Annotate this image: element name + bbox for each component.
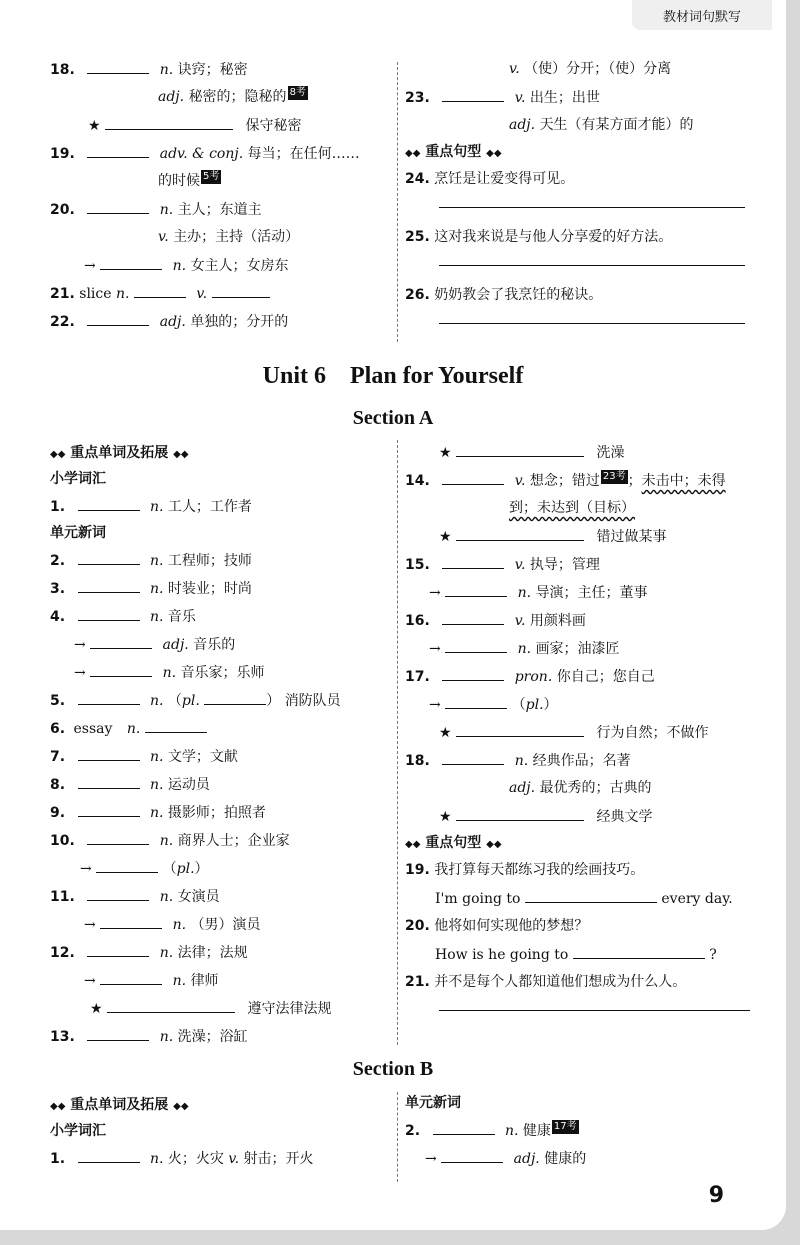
answer-blank[interactable] (442, 466, 504, 485)
entry-a5: 5. n. （pl. ） 消防队员 (50, 686, 395, 714)
section-b-right-column (405, 1090, 750, 1172)
page-number: 9 (708, 1183, 724, 1208)
arrow-icon: → (429, 697, 441, 713)
wavy-underlined-text: 未击中；未得 (641, 473, 726, 489)
entry-20-verb: v. 主办；主持（活动） (158, 229, 300, 245)
entry-a7: 7. n. 文学；文献 (50, 742, 395, 770)
arrow-icon: → (84, 917, 96, 933)
entry-b1: 1. n. 火；火灾 v. 射击；开火 (50, 1144, 395, 1172)
section-b-title: Section B (352, 1058, 434, 1080)
sentences-heading: ◆◆ 重点句型 ◆◆ (405, 144, 502, 160)
arrow-icon: → (425, 1151, 437, 1167)
answer-blank[interactable] (573, 940, 705, 959)
new-words-heading: 单元新词 (405, 1095, 461, 1111)
entry-a4: 4. n. 音乐 (50, 602, 395, 630)
entry-18: 18. n. 诀窍；秘密 (50, 55, 395, 83)
answer-blank[interactable] (204, 686, 266, 705)
words-heading: ◆◆ 重点单词及拓展 ◆◆ (50, 445, 189, 461)
entry-18-phrase: ★ 保守秘密 (50, 111, 395, 139)
entry-20: 20. n. 主人；东道主 (50, 195, 395, 223)
entry-a16-noun: → n. 画家；油漆匠 (405, 634, 750, 662)
answer-blank[interactable] (442, 83, 504, 102)
answer-blank[interactable] (87, 882, 149, 901)
answer-blank[interactable] (442, 550, 504, 569)
answer-blank[interactable] (105, 111, 233, 130)
entry-23-adj: adj. 天生（有某方面才能）的 (509, 117, 694, 133)
entry-a4-adj: → adj. 音乐的 (50, 630, 395, 658)
answer-blank[interactable] (78, 742, 140, 761)
entry-19: 19. adv. & conj. 每当；在任何…… (50, 139, 395, 167)
answer-blank[interactable] (78, 798, 140, 817)
entry-a3: 3. n. 时装业；时尚 (50, 574, 395, 602)
entry-a9: 9. n. 摄影师；拍照者 (50, 798, 395, 826)
top-left-column (50, 55, 395, 335)
arrow-icon: → (74, 637, 86, 653)
entry-a14-phrase: ★ 错过做某事 (405, 522, 750, 550)
entry-20-derived: → n. 女主人；女房东 (50, 251, 395, 279)
top-right-column (405, 55, 745, 339)
entry-a15-noun: → n. 导演；主任；董事 (405, 578, 750, 606)
entry-a18: 18. n. 经典作品；名著 (405, 746, 750, 774)
answer-blank[interactable] (456, 438, 584, 457)
answer-line[interactable] (405, 996, 750, 1026)
entry-a11: 11. n. 女演员 (50, 882, 395, 910)
answer-blank[interactable] (433, 1116, 495, 1135)
entry-a10: 10. n. 商界人士；企业家 (50, 826, 395, 854)
answer-blank[interactable] (445, 690, 507, 709)
section-a-right-column (405, 438, 750, 1026)
book-tag: 教材词句默写 (632, 0, 772, 30)
sentence-24: 24. 烹饪是让爱变得可见。 (405, 171, 575, 187)
answer-blank[interactable] (212, 279, 270, 298)
primary-vocab-heading: 小学词汇 (50, 471, 106, 487)
column-divider (397, 440, 398, 1045)
answer-blank[interactable] (525, 884, 657, 903)
entry-a14: 14. v. 想念；错过 23考 ；未击中；未得 (405, 466, 750, 494)
entry-18-adj: adj. 秘密的；隐秘的 8考 (158, 87, 306, 105)
entry-22: 22. adj. 单独的；分开的 (50, 307, 395, 335)
sentence-26: 26. 奶奶教会了我烹饪的秘诀。 (405, 287, 603, 303)
answer-blank[interactable] (87, 195, 149, 214)
wavy-underlined-text: 到；未达到（目标） (509, 500, 635, 516)
answer-blank[interactable] (442, 662, 504, 681)
entry-a13: 13. n. 洗澡；浴缸 (50, 1022, 395, 1050)
diamond-icon: ◆◆ (173, 1101, 189, 1112)
answer-blank[interactable] (456, 522, 584, 541)
diamond-icon: ◆◆ (486, 148, 502, 159)
arrow-icon: → (84, 258, 96, 274)
answer-blank[interactable] (100, 966, 162, 985)
answer-blank[interactable] (78, 546, 140, 565)
entry-a17-phrase: ★ 行为自然；不做作 (405, 718, 750, 746)
column-divider (397, 62, 398, 342)
entry-a1: 1. n. 工人；工作者 (50, 492, 395, 520)
arrow-icon: → (429, 585, 441, 601)
star-icon: ★ (439, 725, 452, 741)
answer-blank[interactable] (78, 770, 140, 789)
diamond-icon: ◆◆ (50, 449, 66, 460)
exam-count-badge: 17考 (553, 1121, 577, 1133)
answer-line[interactable] (405, 193, 745, 223)
section-a-left-column (50, 440, 395, 1050)
column-divider (397, 1092, 398, 1182)
answer-blank[interactable] (100, 251, 162, 270)
entry-a12-lawyer: → n. 律师 (50, 966, 395, 994)
exam-count-badge: 5考 (203, 171, 220, 183)
entry-a4-noun: → n. 音乐家；乐师 (50, 658, 395, 686)
entry-a6: 6. essay n. (50, 714, 395, 742)
entry-a17: 17. pron. 你自己；您自己 (405, 662, 750, 690)
star-icon: ★ (90, 1001, 103, 1017)
sentence-19: 19. 我打算每天都练习我的绘画技巧。 (405, 862, 645, 878)
answer-blank[interactable] (78, 492, 140, 511)
sentence-21: 21. 并不是每个人都知道他们想成为什么人。 (405, 974, 687, 990)
answer-blank[interactable] (87, 139, 149, 158)
answer-blank[interactable] (445, 634, 507, 653)
sentence-20: 20. 他将如何实现他的梦想？ (405, 918, 589, 934)
answer-blank[interactable] (445, 578, 507, 597)
new-words-heading: 单元新词 (50, 525, 106, 541)
star-icon: ★ (88, 118, 101, 134)
diamond-icon: ◆◆ (405, 148, 421, 159)
answer-blank[interactable] (107, 994, 235, 1013)
arrow-icon: → (429, 641, 441, 657)
sentence-25: 25. 这对我来说是与他人分享爱的好方法。 (405, 229, 673, 245)
entry-a13-phrase: ★ 洗澡 (405, 438, 750, 466)
answer-blank[interactable] (90, 658, 152, 677)
entry-a12: 12. n. 法律；法规 (50, 938, 395, 966)
answer-blank[interactable] (134, 279, 186, 298)
exam-count-badge: 8考 (289, 87, 306, 99)
answer-blank[interactable] (87, 826, 149, 845)
answer-blank[interactable] (78, 1144, 140, 1163)
star-icon: ★ (439, 529, 452, 545)
entry-a2: 2. n. 工程师；技师 (50, 546, 395, 574)
primary-vocab-heading: 小学词汇 (50, 1123, 106, 1139)
answer-blank[interactable] (78, 574, 140, 593)
entry-a10-plural: → （pl.） (50, 854, 395, 882)
entry-a18-adj: adj. 最优秀的；古典的 (509, 780, 652, 796)
entry-21: 21. slice n. v. (50, 279, 395, 307)
entry-a14-cont (405, 494, 750, 522)
diamond-icon: ◆◆ (173, 449, 189, 460)
entry-a15: 15. v. 执导；管理 (405, 550, 750, 578)
answer-blank[interactable] (90, 630, 152, 649)
arrow-icon: → (74, 665, 86, 681)
section-a-title: Section A (352, 407, 434, 429)
entry-a18-phrase: ★ 经典文学 (405, 802, 750, 830)
entry-23: 23. v. 出生；出世 (405, 83, 745, 111)
answer-line[interactable] (405, 309, 745, 339)
entry-b2-adj: → adj. 健康的 (405, 1144, 750, 1172)
words-heading: ◆◆ 重点单词及拓展 ◆◆ (50, 1097, 189, 1113)
answer-blank[interactable] (87, 307, 149, 326)
entry-b2: 2. n. 健康 17考 (405, 1116, 750, 1144)
unit-title: Unit 6 Plan for Yourself (262, 363, 524, 389)
answer-blank[interactable] (441, 1144, 503, 1163)
answer-blank[interactable] (145, 714, 207, 733)
exam-count-badge: 23考 (602, 471, 626, 483)
diamond-icon: ◆◆ (405, 839, 421, 850)
entry-a12-phrase: ★ 遵守法律法规 (50, 994, 395, 1022)
entry-a11-male: → n. （男）演员 (50, 910, 395, 938)
diamond-icon: ◆◆ (50, 1101, 66, 1112)
star-icon: ★ (439, 809, 452, 825)
entry-a8: 8. n. 运动员 (50, 770, 395, 798)
entry-a17-plural: → （pl.） (405, 690, 750, 718)
answer-line[interactable] (405, 251, 745, 281)
arrow-icon: → (84, 973, 96, 989)
answer-blank[interactable] (87, 1022, 149, 1041)
section-b-left-column (50, 1092, 395, 1172)
answer-blank[interactable] (87, 55, 149, 74)
entry-a16: 16. v. 用颜料画 (405, 606, 750, 634)
answer-blank[interactable] (78, 686, 140, 705)
star-icon: ★ (439, 445, 452, 461)
answer-blank[interactable] (100, 910, 162, 929)
diamond-icon: ◆◆ (486, 839, 502, 850)
answer-blank[interactable] (442, 606, 504, 625)
sentences-heading: ◆◆ 重点句型 ◆◆ (405, 835, 502, 851)
answer-blank[interactable] (78, 602, 140, 621)
answer-blank[interactable] (456, 718, 584, 737)
sentence-20-english: How is he going to ? (405, 940, 750, 968)
entry-19-cont: 的时候 5考 (158, 171, 220, 189)
sentence-19-english: I'm going to every day. (405, 884, 750, 912)
answer-blank[interactable] (442, 746, 504, 765)
arrow-icon: → (80, 861, 92, 877)
answer-blank[interactable] (456, 802, 584, 821)
answer-blank[interactable] (87, 938, 149, 957)
answer-blank[interactable] (96, 854, 158, 873)
entry-22-verb: v. （使）分开；（使）分离 (509, 61, 672, 77)
